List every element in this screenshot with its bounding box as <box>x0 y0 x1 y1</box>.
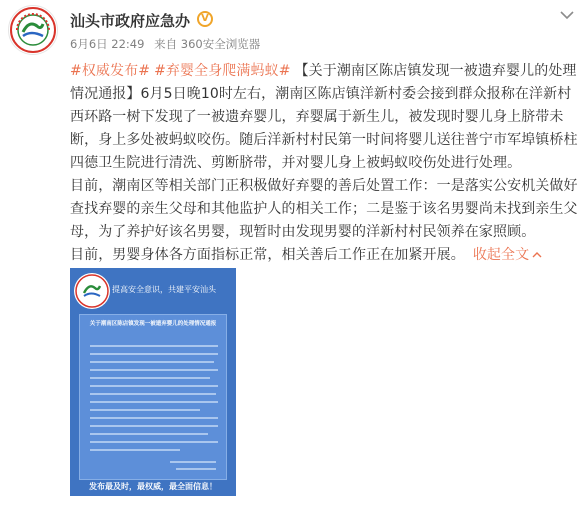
doc-text-line <box>90 361 214 363</box>
verified-badge-icon: V <box>197 11 213 27</box>
poster-document <box>79 314 227 480</box>
post-image[interactable] <box>70 268 236 496</box>
post-body <box>70 60 578 267</box>
doc-text-line <box>90 441 218 443</box>
doc-text-line <box>90 353 218 355</box>
doc-text-line <box>90 369 218 371</box>
topic-link[interactable]: #弃婴全身爬满蚂蚁# <box>154 63 291 79</box>
doc-text-line <box>90 377 210 379</box>
fold-button[interactable] <box>473 247 542 263</box>
post-source: 来自 360安全浏览器 <box>154 37 261 51</box>
chevron-up-icon <box>532 251 542 259</box>
doc-text-line <box>90 401 218 403</box>
emergency-office-logo-icon <box>74 273 110 309</box>
author-name[interactable]: 汕头市政府应急办 <box>70 12 191 30</box>
paragraph-3 <box>70 244 578 267</box>
doc-text-line <box>90 433 208 435</box>
poster-logo <box>74 273 110 309</box>
doc-text-line <box>90 345 218 347</box>
doc-text-line <box>90 409 200 411</box>
post-meta <box>70 36 266 52</box>
poster-footer: 发布最及时，最权威，最全面信息！ <box>89 482 217 491</box>
paragraph-1-text: 【关于潮南区陈店镇发现一被遗弃婴儿的处理情况通报】6月5日晚10时左右，潮南区陈店镇洋新村委会接到群众报称在洋新村西环路一树下发现了一被遗弃婴儿，弃婴属于新生儿，被发现时婴儿身上脐带未断，身上多处被蚂蚁咬伤。随后洋新村村民第一时间将婴儿送往普宁市军埠镇桥柱四德卫生院进行清洗、剪断脐带，并对婴儿身上被蚂蚁咬伤处进行处理。 <box>70 63 578 171</box>
paragraph-2: 目前，潮南区等相关部门正积极做好弃婴的善后处置工作：一是落实公安机关做好查找弃婴的亲生父母和其他监护人的相关工作；二是鉴于该名男婴尚未找到亲生父母，为了养护好该名男婴，现暂时由发现男婴的洋新村村民领养在家照顾。 <box>70 178 578 240</box>
chevron-down-icon[interactable] <box>558 8 576 22</box>
doc-date-line <box>176 468 216 470</box>
paragraph-1 <box>70 60 578 175</box>
topic-link[interactable]: #权威发布# <box>70 63 151 79</box>
doc-text-line <box>90 425 218 427</box>
poster-doc-title: 关于潮南区陈店镇发现一被遗弃婴儿的处理情况通报 <box>89 321 217 327</box>
doc-text-line <box>90 449 180 451</box>
avatar[interactable] <box>8 5 58 55</box>
doc-text-line <box>90 393 216 395</box>
emergency-office-logo-icon <box>9 6 57 54</box>
post-date[interactable]: 6月6日 22:49 <box>70 37 145 51</box>
doc-text-line <box>90 385 218 387</box>
poster-slogan: 提高安全意识，共建平安汕头 <box>112 285 216 294</box>
doc-signature-line <box>170 461 216 463</box>
paragraph-3-text: 目前，男婴身体各方面指标正常，相关善后工作正在加紧开展。 <box>70 247 465 263</box>
fold-label: 收起全文 <box>472 247 530 263</box>
doc-text-line <box>90 417 218 419</box>
